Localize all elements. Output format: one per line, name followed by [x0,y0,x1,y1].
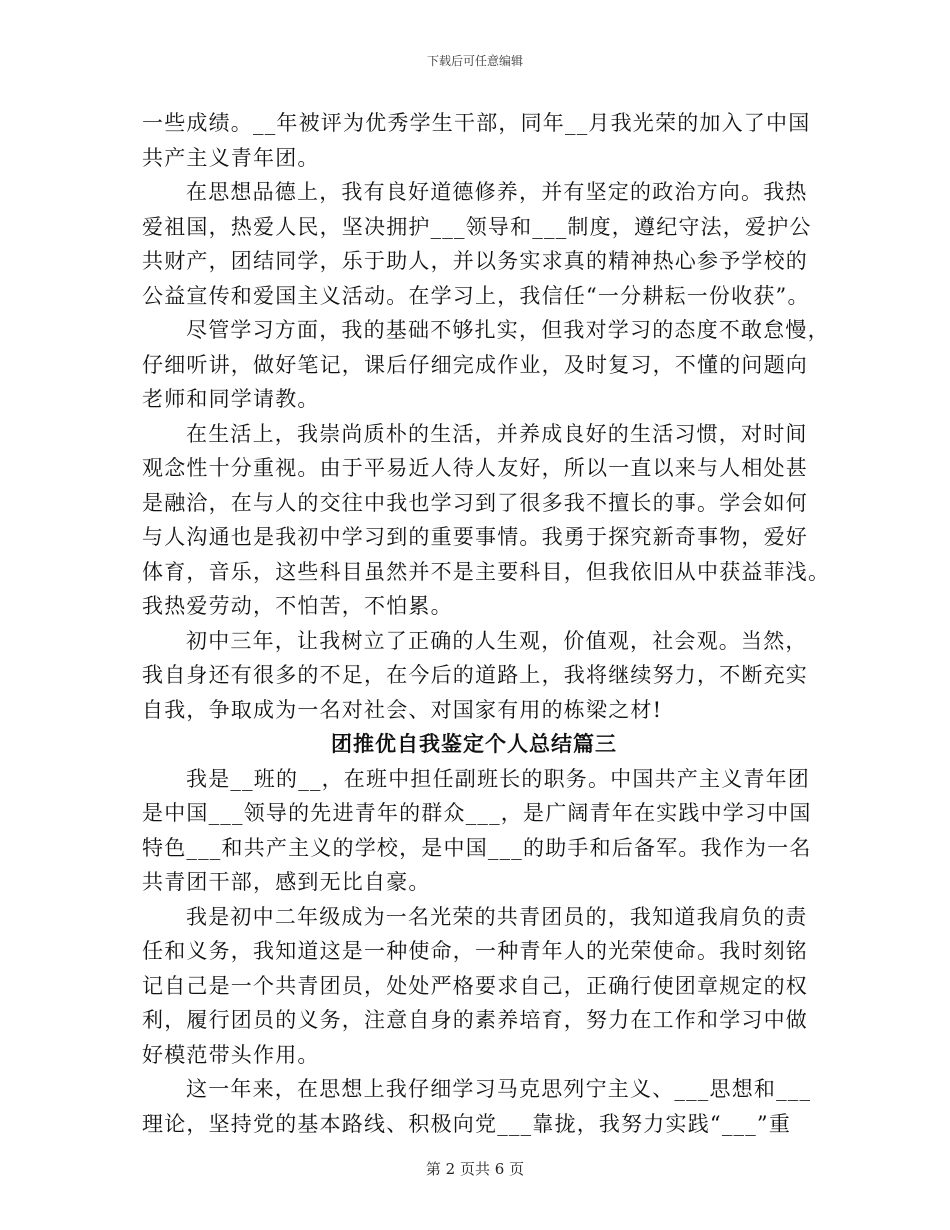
text-line: 我自身还有很多的不足，在今后的道路上，我将继续努力，不断充实 [142,663,808,687]
text-line: 特色___和共产主义的学校，是中国___的助手和后备军。我作为一名 [142,835,812,860]
text-line: 一些成绩。__年被评为优秀学生干部，同年__月我光荣的加入了中国 [142,111,811,135]
text-line: 是融洽，在与人的交往中我也学习到了很多我不擅长的事。学会如何 [142,490,808,515]
text-line: 理论，坚持党的基本路线、积极向党___靠拢，我努力实践“___”重 [142,1111,792,1136]
paragraph-start-line: 这一年来，在思想上我仔细学习马克思列宁主义、___思想和___ [186,1077,812,1101]
text-line: 好模范带头作用。 [142,1042,320,1067]
text-line: 共财产，团结同学，乐于助人，并以务实求真的精神热心参予学校的 [142,249,808,273]
paragraph-start-line: 我是__班的__，在班中担任副班长的职务。中国共产主义青年团 [186,766,810,791]
text-line: 我热爱劳动，不怕苦，不怕累。 [142,594,453,618]
text-line: 仔细听讲，做好笔记，课后仔细完成作业，及时复习，不懂的问题向 [142,352,808,377]
text-line: 共产主义青年团。 [142,145,320,170]
text-line: 与人沟通也是我初中学习到的重要事情。我勇于探究新奇事物，爱好 [142,525,808,549]
text-line: 自我，争取成为一名对社会、对国家有用的栋梁之材! [142,697,663,722]
text-line: 老师和同学请教。 [142,387,320,411]
document-body [142,106,831,1141]
text-line: 观念性十分重视。由于平易近人待人友好，所以一直以来与人相处甚 [142,456,808,480]
page-header: 下载后可任意编辑 [426,54,523,68]
text-line: 公益宣传和爱国主义活动。在学习上，我信任“一分耕耘一份收获”。 [142,283,810,308]
paragraph-start-line: 初中三年，让我树立了正确的人生观，价值观，社会观。当然， [186,628,808,653]
text-line: 利，履行团员的义务，注意自身的素养培育，努力在工作和学习中做 [142,1008,808,1032]
text-line: 是中国___领导的先进青年的群众___，是广阔青年在实践中学习中国 [142,801,812,825]
text-line: 共青团干部，感到无比自豪。 [142,870,431,894]
page-footer: 第 2 页共 6 页 [425,1160,525,1178]
text-line: 记自己是一个共青团员，处处严格要求自己，正确行使团章规定的权 [142,973,808,998]
paragraph-start-line: 在生活上，我崇尚质朴的生活，并养成良好的生活习惯，对时间 [186,421,808,446]
text-line: 体育，音乐，这些科目虽然并不是主要科目，但我依旧从中获益菲浅。 [142,559,831,584]
paragraph-start-line: 我是初中二年级成为一名光荣的共青团员的，我知道我肩负的责 [186,904,808,929]
section-heading: 团推优自我鉴定个人总结篇三 [331,731,617,756]
paragraph-start-line: 尽管学习方面，我的基础不够扎实，但我对学习的态度不敢怠慢， [186,318,830,342]
paragraph-start-line: 在思想品德上，我有良好道德修养，并有坚定的政治方向。我热 [186,180,808,204]
text-line: 任和义务，我知道这是一种使命，一种青年人的光荣使命。我时刻铭 [142,939,808,963]
text-line: 爱祖国，热爱人民，坚决拥护___领导和___制度，遵纪守法，爱护公 [142,214,812,239]
